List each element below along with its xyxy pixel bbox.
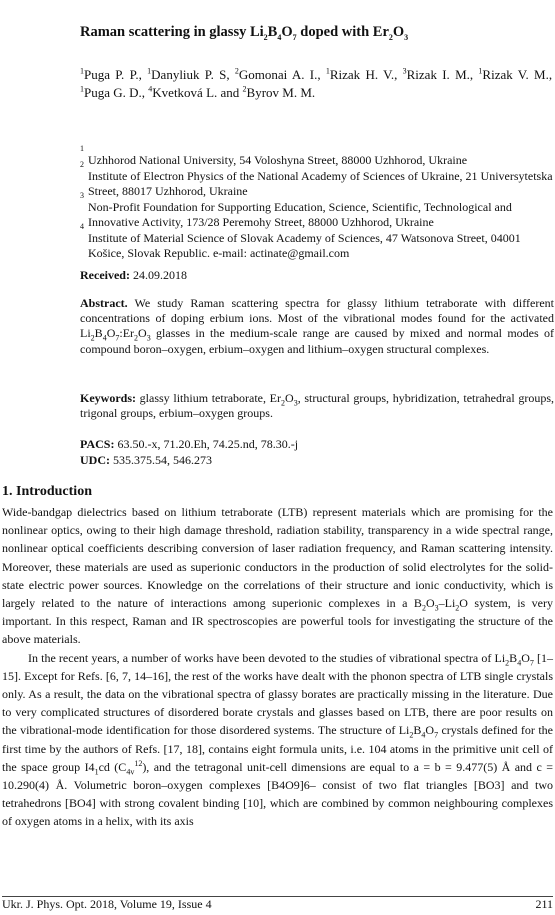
- author: $^1$Rizak H. V.,: [325, 66, 398, 82]
- affiliation: 3 Non-Profit Foundation for Supporting Education, Science, Scientific, Technological and Innovative Activity, 173/28 Peremohy Street, 88000 Uzhhorod, Ukraine: [80, 191, 512, 229]
- received-date: Received: 24.09.2018: [80, 268, 187, 282]
- author: $^2$Byrov M. M.: [242, 84, 316, 100]
- keywords: Keywords: glassy lithium tetraborate, $Er_2O_3$, structural groups, hybridization, tetrahedral groups, trigonal groups, erbium–oxygen groups.: [80, 391, 555, 421]
- page-number: 211: [535, 897, 553, 911]
- udc-codes: UDC: 535.375.54, 546.273: [80, 453, 212, 467]
- author-list: [80, 66, 552, 102]
- journal-citation: Ukr. J. Phys. Opt. 2018, Volume 19, Issue 4: [2, 897, 212, 911]
- introduction-body: [2, 503, 553, 831]
- author: $^3$Rizak I. M.,: [402, 66, 474, 82]
- author: $^1$Puga G. D.,: [80, 84, 146, 100]
- paragraph-2: In the recent years, a number of works have been devoted to the studies of vibrational spectra of $Li_2B_4O_7$ [1–15]. Except for Refs. [6, 7, 14–16], the rest of the works have dealt with the phonon spectra of LTB single crystals only. As a result, the data on the vibrational spectra of glassy borates are practically missing in the literature. Due to very complicated structures of disordered borate crystals and glasses based on LTB, there are poor results on the vibrational-mode identification for those disordered systems. The structure of $Li_2B_4O_7$ crystals defined for the first time by the authors of Refs. [17, 18], contains eight formula units, i.e. 104 atoms in the primitive unit cell of the space group $I4_1cd$ $(C_{4v}^{12})$, and the tetragonal unit-cell dimensions are equal to a = b = 9.477(5) Å and c = 10.290(4) Å. Volumetric boron–oxygen complexes [B4O9]6– consist of two flat triangles [BO3] and two tetrahedrons [BO4] with strong covalent binding [10], which are combined by common neighbouring complexes of oxygen atoms in a helix, with its axis: [2, 650, 553, 829]
- author: $^2$Gomonai A. I.,: [234, 66, 321, 82]
- paragraph-1: Wide-bandgap dielectrics based on lithium tetraborate (LTB) represent materials which are promising for the nonlinear optics, owing to their high damage threshold, radiation stability, transparency in a wide spectral range, nonlinear optical coefficients describing conversion of laser radiation frequency, and Raman scattering intensity. Moreover, these materials are used as superionic conductors in the production of solid electrolytes for the solid-state electric power sources. Knowledge on the correlations of their structure and ionic conductivity, which is largely related to the nature of interactions among superionic complexes in a $B_2O_3-Li_2O$ system, is very important. In this respect, Raman and IR spectroscopies are powerful tools for investigating the structure of the above materials.: [2, 505, 554, 647]
- author: $^1$Puga P. P.,: [80, 66, 142, 82]
- affiliation: 1 Uzhhorod National University, 54 Voloshyna Street, 88000 Uzhhorod, Ukraine: [80, 144, 468, 167]
- abstract: Abstract. We study Raman scattering spectra for glassy lithium tetraborate with different concentrations of doping erbium ions. Most of the vibrational modes found for the activated $Li_2B_4O_7:Er_2O_3$ glasses in the medium-scale range are caused by mixed and normal modes of compound boron–oxygen, erbium–oxygen and lithium–oxygen structural complexes.: [80, 296, 554, 356]
- section-heading: 1. Introduction: [2, 484, 92, 499]
- affiliation: 2 Institute of Electron Physics of the National Academy of Sciences of Ukraine, 21 Universytetska Street, 88017 Uzhhorod, Ukraine: [80, 160, 553, 198]
- author: $^1$Danyliuk P. S,: [147, 66, 230, 82]
- affiliation-list: [80, 144, 554, 262]
- classification-codes: [80, 436, 554, 468]
- pacs-codes: PACS: 63.50.-x, 71.20.Eh, 74.25.nd, 78.30.-j: [80, 437, 299, 451]
- affiliation: 4 Institute of Material Science of Slovak Academy of Sciences, 47 Watsonova Street, 04001 Košice, Slovak Republic. e-mail: actinate@gmail.com: [80, 222, 521, 260]
- paper-title: Raman scattering in glassy $Li_2B_4O_7$ doped with $Er_2O_3$: [80, 24, 409, 42]
- author: $^1$Rizak V. M.,: [478, 66, 553, 82]
- author: $^4$Kvetková L. and: [148, 84, 240, 100]
